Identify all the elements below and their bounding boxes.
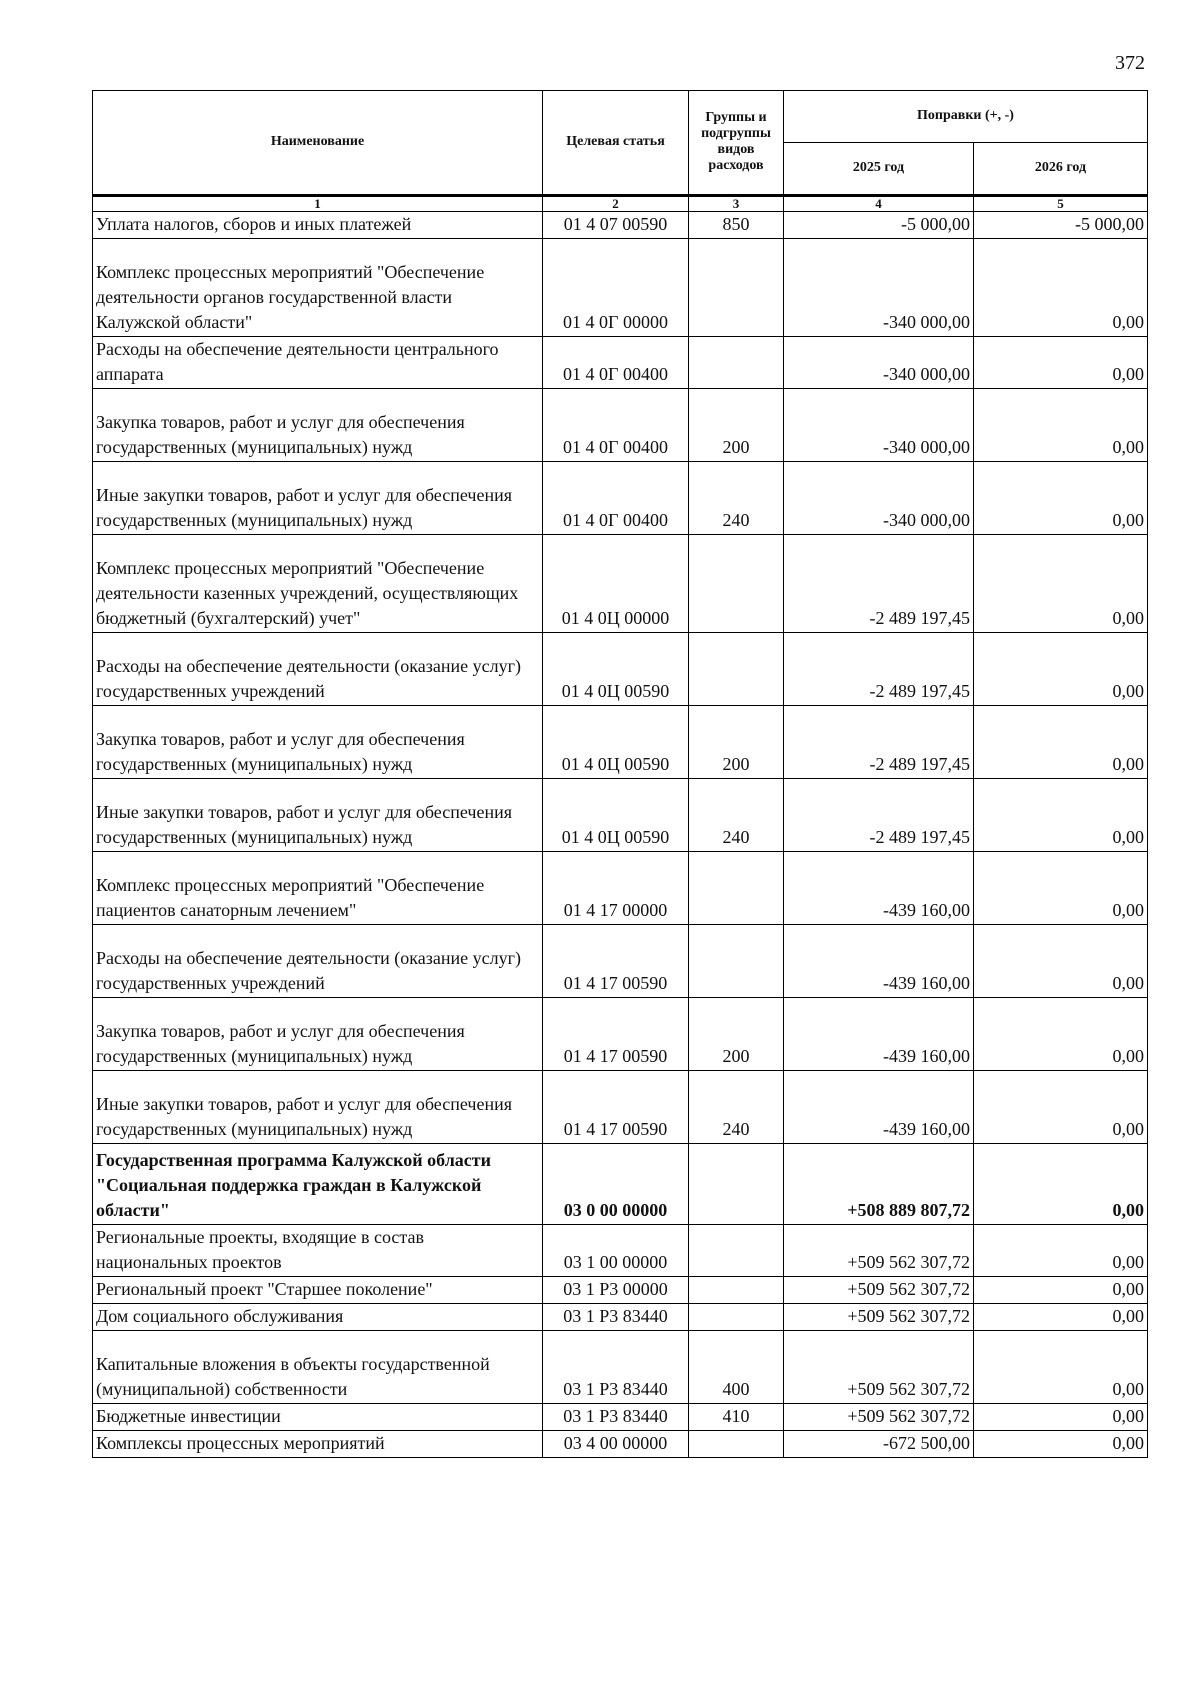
- row-name-cell: Дом социального обслуживания: [93, 1304, 543, 1331]
- row-expense-group-cell: [689, 535, 784, 633]
- row-amendment-2026-cell: 0,00: [974, 535, 1148, 633]
- row-name-cell: Расходы на обеспечение деятельности (оказание услуг) государственных учреждений: [93, 925, 543, 998]
- row-expense-group-cell: 410: [689, 1404, 784, 1431]
- row-name-cell: Уплата налогов, сборов и иных платежей: [93, 212, 543, 239]
- row-expense-group-cell: [689, 337, 784, 389]
- row-amendment-2026-cell: 0,00: [974, 1331, 1148, 1404]
- row-amendment-2026-cell: 0,00: [974, 1277, 1148, 1304]
- row-amendment-2025-cell: -439 160,00: [784, 998, 974, 1071]
- table-row: [93, 1331, 1148, 1404]
- row-amendment-2025-cell: -340 000,00: [784, 389, 974, 462]
- row-amendment-2026-cell: 0,00: [974, 239, 1148, 337]
- table-row: [93, 706, 1148, 779]
- row-target-article-cell: 01 4 17 00000: [543, 852, 689, 925]
- row-name-cell: Закупка товаров, работ и услуг для обеспечения государственных (муниципальных) нужд: [93, 998, 543, 1071]
- row-expense-group-cell: [689, 239, 784, 337]
- row-amendment-2026-cell: 0,00: [974, 1304, 1148, 1331]
- row-amendment-2025-cell: +508 889 807,72: [784, 1144, 974, 1225]
- row-name-cell: Бюджетные инвестиции: [93, 1404, 543, 1431]
- table-row: [93, 1225, 1148, 1277]
- budget-amendments-table: [92, 90, 1148, 1458]
- row-name-cell: Государственная программа Калужской области "Социальная поддержка граждан в Калужской области": [93, 1144, 543, 1225]
- row-amendment-2025-cell: -2 489 197,45: [784, 706, 974, 779]
- header-amendments: Поправки (+, -): [784, 91, 1148, 143]
- row-expense-group-cell: [689, 852, 784, 925]
- row-target-article-cell: 01 4 17 00590: [543, 1071, 689, 1144]
- row-name-cell: Иные закупки товаров, работ и услуг для обеспечения государственных (муниципальных) нужд: [93, 1071, 543, 1144]
- row-expense-group-cell: [689, 1304, 784, 1331]
- header-target-article: Целевая статья: [543, 91, 689, 196]
- row-amendment-2025-cell: +509 562 307,72: [784, 1277, 974, 1304]
- row-amendment-2026-cell: 0,00: [974, 779, 1148, 852]
- row-name-cell: Комплекс процессных мероприятий "Обеспечение деятельности казенных учреждений, осуществляющих бюджетный (бухгалтерский) учет": [93, 535, 543, 633]
- row-expense-group-cell: [689, 925, 784, 998]
- row-name-cell: Комплекс процессных мероприятий "Обеспечение пациентов санаторным лечением": [93, 852, 543, 925]
- row-amendment-2025-cell: -672 500,00: [784, 1431, 974, 1458]
- row-name-cell: Комплекс процессных мероприятий "Обеспечение деятельности органов государственной власти Калужской области": [93, 239, 543, 337]
- row-amendment-2025-cell: +509 562 307,72: [784, 1404, 974, 1431]
- row-target-article-cell: 03 1 Р3 83440: [543, 1404, 689, 1431]
- row-amendment-2025-cell: -5 000,00: [784, 212, 974, 239]
- column-number: 2: [543, 196, 689, 212]
- row-expense-group-cell: [689, 1431, 784, 1458]
- row-target-article-cell: 01 4 0Г 00400: [543, 462, 689, 535]
- table-row: [93, 1277, 1148, 1304]
- header-year-2025: 2025 год: [784, 143, 974, 196]
- column-number: 1: [93, 196, 543, 212]
- header-year-2026: 2026 год: [974, 143, 1148, 196]
- row-name-cell: Региональный проект "Старшее поколение": [93, 1277, 543, 1304]
- row-target-article-cell: 01 4 0Ц 00590: [543, 779, 689, 852]
- row-expense-group-cell: [689, 633, 784, 706]
- row-target-article-cell: 03 1 Р3 00000: [543, 1277, 689, 1304]
- row-amendment-2025-cell: +509 562 307,72: [784, 1304, 974, 1331]
- row-expense-group-cell: 400: [689, 1331, 784, 1404]
- row-target-article-cell: 01 4 07 00590: [543, 212, 689, 239]
- table-row: [93, 925, 1148, 998]
- table-row: [93, 1304, 1148, 1331]
- row-amendment-2026-cell: 0,00: [974, 462, 1148, 535]
- row-name-cell: Региональные проекты, входящие в состав национальных проектов: [93, 1225, 543, 1277]
- row-target-article-cell: 01 4 17 00590: [543, 998, 689, 1071]
- row-expense-group-cell: 240: [689, 779, 784, 852]
- row-expense-group-cell: 200: [689, 706, 784, 779]
- table-row: [93, 1431, 1148, 1458]
- row-target-article-cell: 03 4 00 00000: [543, 1431, 689, 1458]
- row-target-article-cell: 01 4 0Г 00400: [543, 337, 689, 389]
- row-expense-group-cell: [689, 1144, 784, 1225]
- row-name-cell: Иные закупки товаров, работ и услуг для обеспечения государственных (муниципальных) нужд: [93, 779, 543, 852]
- column-number: 5: [974, 196, 1148, 212]
- row-amendment-2026-cell: 0,00: [974, 1431, 1148, 1458]
- row-amendment-2026-cell: 0,00: [974, 998, 1148, 1071]
- row-target-article-cell: 03 1 Р3 83440: [543, 1331, 689, 1404]
- row-amendment-2026-cell: -5 000,00: [974, 212, 1148, 239]
- row-amendment-2025-cell: -2 489 197,45: [784, 633, 974, 706]
- table-row: [93, 1071, 1148, 1144]
- row-target-article-cell: 01 4 0Ц 00000: [543, 535, 689, 633]
- row-target-article-cell: 03 1 00 00000: [543, 1225, 689, 1277]
- row-expense-group-cell: 200: [689, 998, 784, 1071]
- row-expense-group-cell: [689, 1277, 784, 1304]
- row-expense-group-cell: 240: [689, 462, 784, 535]
- table-row: [93, 1404, 1148, 1431]
- column-number: 4: [784, 196, 974, 212]
- table-row: [93, 239, 1148, 337]
- row-name-cell: Расходы на обеспечение деятельности (оказание услуг) государственных учреждений: [93, 633, 543, 706]
- row-target-article-cell: 01 4 0Г 00000: [543, 239, 689, 337]
- table-row: [93, 389, 1148, 462]
- table-body: [93, 212, 1148, 1458]
- row-amendment-2026-cell: 0,00: [974, 925, 1148, 998]
- row-amendment-2026-cell: 0,00: [974, 852, 1148, 925]
- row-name-cell: Капитальные вложения в объекты государственной (муниципальной) собственности: [93, 1331, 543, 1404]
- table-row: [93, 779, 1148, 852]
- row-amendment-2025-cell: -2 489 197,45: [784, 779, 974, 852]
- row-amendment-2026-cell: 0,00: [974, 337, 1148, 389]
- table-row: [93, 212, 1148, 239]
- table-row: [93, 998, 1148, 1071]
- table-row: [93, 535, 1148, 633]
- row-amendment-2025-cell: -340 000,00: [784, 239, 974, 337]
- table-row: [93, 462, 1148, 535]
- table-row: [93, 1144, 1148, 1225]
- row-amendment-2025-cell: -439 160,00: [784, 925, 974, 998]
- row-amendment-2025-cell: -2 489 197,45: [784, 535, 974, 633]
- row-name-cell: Закупка товаров, работ и услуг для обеспечения государственных (муниципальных) нужд: [93, 706, 543, 779]
- row-expense-group-cell: 240: [689, 1071, 784, 1144]
- row-target-article-cell: 01 4 17 00590: [543, 925, 689, 998]
- table-row: [93, 852, 1148, 925]
- row-amendment-2026-cell: 0,00: [974, 1404, 1148, 1431]
- row-target-article-cell: 01 4 0Ц 00590: [543, 706, 689, 779]
- row-amendment-2026-cell: 0,00: [974, 1225, 1148, 1277]
- row-target-article-cell: 01 4 0Ц 00590: [543, 633, 689, 706]
- page-number: 372: [1115, 52, 1145, 74]
- column-number: 3: [689, 196, 784, 212]
- row-amendment-2025-cell: -340 000,00: [784, 337, 974, 389]
- row-name-cell: Расходы на обеспечение деятельности центрального аппарата: [93, 337, 543, 389]
- header-expense-groups: Группы и подгруппы видов расходов: [689, 91, 784, 196]
- row-name-cell: Иные закупки товаров, работ и услуг для обеспечения государственных (муниципальных) нужд: [93, 462, 543, 535]
- row-target-article-cell: 03 1 Р3 83440: [543, 1304, 689, 1331]
- row-target-article-cell: 03 0 00 00000: [543, 1144, 689, 1225]
- row-amendment-2026-cell: 0,00: [974, 389, 1148, 462]
- table-row: [93, 337, 1148, 389]
- row-expense-group-cell: [689, 1225, 784, 1277]
- row-name-cell: Комплексы процессных мероприятий: [93, 1431, 543, 1458]
- row-expense-group-cell: 200: [689, 389, 784, 462]
- header-name: Наименование: [93, 91, 543, 196]
- row-expense-group-cell: 850: [689, 212, 784, 239]
- row-name-cell: Закупка товаров, работ и услуг для обеспечения государственных (муниципальных) нужд: [93, 389, 543, 462]
- row-amendment-2025-cell: +509 562 307,72: [784, 1331, 974, 1404]
- row-amendment-2026-cell: 0,00: [974, 633, 1148, 706]
- row-amendment-2025-cell: +509 562 307,72: [784, 1225, 974, 1277]
- row-amendment-2026-cell: 0,00: [974, 1071, 1148, 1144]
- row-amendment-2025-cell: -340 000,00: [784, 462, 974, 535]
- row-amendment-2026-cell: 0,00: [974, 1144, 1148, 1225]
- table-row: [93, 633, 1148, 706]
- row-amendment-2025-cell: -439 160,00: [784, 852, 974, 925]
- row-amendment-2026-cell: 0,00: [974, 706, 1148, 779]
- row-target-article-cell: 01 4 0Г 00400: [543, 389, 689, 462]
- row-amendment-2025-cell: -439 160,00: [784, 1071, 974, 1144]
